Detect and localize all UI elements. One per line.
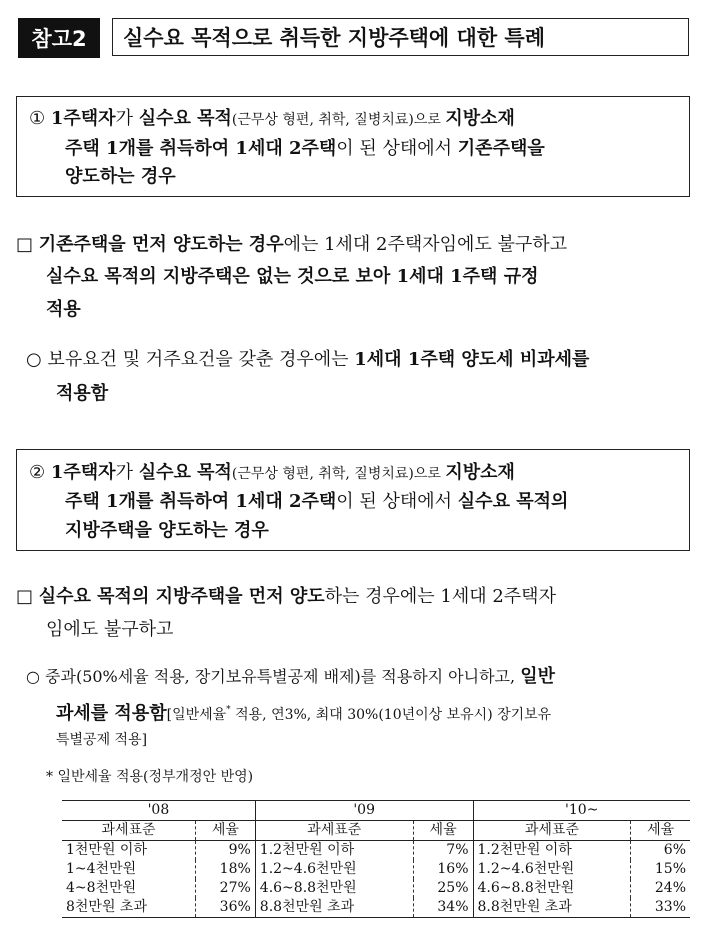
table-cell: 4.6~8.8천만원 (473, 879, 631, 898)
case-1-para-1-line-2 (46, 260, 539, 293)
table-cell: 36% (195, 898, 255, 918)
text-bold: 실수요 목적의 (457, 491, 569, 512)
square-bullet: □ (16, 586, 39, 607)
column-header: 세율 (195, 821, 255, 841)
case-1-para-1-line-1 (16, 228, 567, 261)
table-cell: 25% (413, 879, 473, 898)
text: 에는 1세대 2주택자임에도 불구하고 (283, 234, 568, 255)
column-header: 과세표준 (255, 821, 413, 841)
text: (근무상 형편, 취학, 질병치료)으로 (231, 466, 446, 482)
tax-rate-table (62, 800, 690, 918)
table-cell: 34% (413, 898, 473, 918)
case-2-para-2-line-3 (56, 724, 147, 757)
case-2-para-2-line-1 (26, 660, 555, 693)
footnote-star: * (226, 705, 231, 715)
table-row (62, 879, 690, 898)
text-bold: 실수요 목적의 지방주택을 먼저 양도 (38, 586, 325, 607)
table-row (62, 898, 690, 918)
text-bold: 기존주택을 (457, 138, 545, 159)
table-cell: 24% (631, 879, 690, 898)
text: 임에도 불구하고 (46, 619, 174, 640)
case-2-box (16, 449, 690, 551)
case-1-para-2-line-1 (26, 343, 589, 376)
text: (근무상 형편, 취학, 질병치료)으로 (231, 112, 446, 128)
text-bold: 실수요 목적 (138, 462, 232, 483)
table-row (62, 860, 690, 879)
text: 이 된 상태에서 (336, 138, 458, 159)
page-title: 실수요 목적으로 취득한 지방주택에 대한 특례 (112, 18, 689, 56)
table-cell: 7% (413, 841, 473, 861)
case-1-line-2 (65, 133, 545, 164)
text: ○ 보유요건 및 거주요건을 갖춘 경우에는 (26, 349, 355, 370)
case-number: ② (29, 462, 46, 483)
table-row (62, 841, 690, 861)
text-bold: 실수요 목적 (138, 108, 232, 129)
text-bold: 주택 1개를 취득하여 1세대 2주택 (65, 491, 337, 512)
case-1-line-3 (65, 161, 176, 192)
table-cell: 1~4천만원 (66, 861, 137, 877)
text: [일반세율 (166, 707, 227, 723)
text-bold: 1주택자 (50, 108, 116, 129)
text: ○ 중과(50%세율 적용, 장기보유특별공제 배제)를 적용하지 아니하고, (26, 667, 521, 686)
case-2-para-1-line-1 (16, 580, 556, 613)
text-bold: 적용함 (56, 383, 109, 404)
case-number: ① (29, 108, 46, 129)
text-bold: 과세를 적용함 (56, 703, 167, 724)
table-cell: 16% (413, 860, 473, 879)
case-2-line-2 (65, 486, 568, 517)
text-bold: 적용 (46, 299, 81, 320)
footnote: * 일반세율 적용(정부개정안 반영) (46, 769, 254, 785)
case-1-line-1 (29, 103, 515, 136)
case-1-para-1-line-3 (46, 293, 81, 326)
text-bold: 지방소재 (445, 462, 515, 483)
case-2-line-3 (65, 515, 269, 546)
case-2-para-1-line-2 (46, 613, 173, 646)
year-header: '08 (62, 801, 255, 821)
text-bold: 실수요 목적의 지방주택은 없는 것으로 보아 1세대 1주택 규정 (46, 266, 539, 287)
table-cell: 15% (631, 860, 690, 879)
text: 가 (115, 462, 139, 483)
text-bold: 지방소재 (445, 108, 515, 129)
text-bold: 지방주택을 양도하는 경우 (65, 520, 269, 541)
table-cell: 1.2~4.6천만원 (255, 860, 413, 879)
text: 하는 경우에는 1세대 2주택자 (324, 586, 556, 607)
text: 적용, 연3%, 최대 30%(10년이상 보유시) 장기보유 (230, 707, 552, 723)
year-header: '10~ (473, 801, 690, 821)
table-cell: 18% (195, 860, 255, 879)
table-cell: 27% (195, 879, 255, 898)
column-header: 세율 (631, 821, 690, 841)
text-bold: 1세대 1주택 양도세 비과세를 (354, 349, 590, 370)
table-cell: 6% (631, 841, 690, 861)
square-bullet: □ (16, 234, 39, 255)
text: 이 된 상태에서 (336, 491, 458, 512)
case-1-box (16, 96, 690, 197)
text-bold: 기존주택을 먼저 양도하는 경우 (38, 234, 284, 255)
year-header: '09 (255, 801, 473, 821)
table-cell: 4.6~8.8천만원 (255, 879, 413, 898)
table-cell: 1.2~4.6천만원 (473, 860, 631, 879)
text-bold: 일반 (520, 666, 555, 687)
table-cell: 1천만원 이하 (66, 842, 147, 858)
table-cell: 4~8천만원 (66, 880, 137, 896)
table-cell: 8.8천만원 초과 (255, 898, 413, 918)
table-cell: 1.2천만원 이하 (473, 841, 631, 861)
table-cell: 1.2천만원 이하 (255, 841, 413, 861)
table-cell: 8.8천만원 초과 (473, 898, 631, 918)
text: 가 (115, 108, 139, 129)
column-header: 세율 (413, 821, 473, 841)
reference-tag: 참고2 (18, 18, 100, 58)
text: 특별공제 적용] (56, 732, 148, 748)
text-bold: 1주택자 (50, 462, 116, 483)
column-header: 과세표준 (62, 821, 195, 841)
table-cell: 9% (195, 841, 255, 861)
table-cell: 33% (631, 898, 690, 918)
text-bold: 주택 1개를 취득하여 1세대 2주택 (65, 138, 337, 159)
table-cell: 8천만원 초과 (66, 899, 147, 915)
case-1-para-2-line-2 (56, 377, 108, 410)
text-bold: 양도하는 경우 (65, 166, 176, 187)
column-header: 과세표준 (473, 821, 631, 841)
